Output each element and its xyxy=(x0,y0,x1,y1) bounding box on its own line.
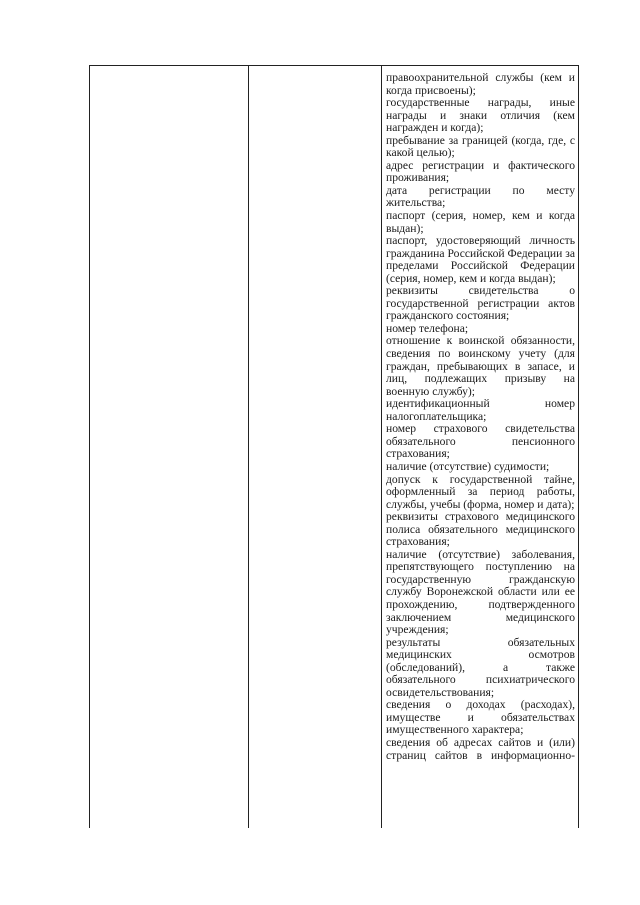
table-column-3 xyxy=(382,66,578,828)
list-item: пребывание за границей (когда, где, с какой целью); xyxy=(386,133,575,160)
list-item: наличие (отсутствие) заболевания, препятствующего поступлению на государственную гражданскую службу Воронежской области или ее прохождению, подтвержденного заключением медицинского учреждения; xyxy=(386,547,575,637)
list-item: отношение к воинской обязанности, сведения по воинскому учету (для граждан, пребывающих в запасе, и лиц, подлежащих призыву на военную службу); xyxy=(386,334,575,398)
list-item: номер страхового свидетельства обязательного пенсионного страхования; xyxy=(386,422,575,461)
list-item: номер телефона; xyxy=(386,321,469,335)
list-item: результаты обязательных медицинских осмотров (обследований), а также обязательного психиатрического освидетельствования; xyxy=(386,635,575,699)
list-item: государственные награды, иные награды и знаки отличия (кем награжден и когда); xyxy=(386,96,575,135)
list-item: сведения о доходах (расходах), имуществе и обязательствах имущественного характера; xyxy=(386,698,575,737)
table-column-1 xyxy=(90,66,249,828)
list-item: паспорт, удостоверяющий личность гражданина Российской Федерации за пределами Российской Федерации (серия, номер, кем и когда выдан); xyxy=(386,234,575,285)
list-item: реквизиты свидетельства о государственной регистрации актов гражданского состояния; xyxy=(386,284,575,323)
list-item: допуск к государственной тайне, оформленный за период работы, службы, учебы (форма, номер и дата); xyxy=(386,472,575,511)
list-item: реквизиты страхового медицинского полиса обязательного медицинского страхования; xyxy=(386,510,575,549)
list-item: дата регистрации по месту жительства; xyxy=(386,183,575,210)
table-column-2 xyxy=(249,66,382,828)
list-item: адрес регистрации и фактического проживания; xyxy=(386,158,575,185)
list-item: наличие (отсутствие) судимости; xyxy=(386,459,550,473)
list-item: идентификационный номер налогоплательщика; xyxy=(386,397,575,423)
list-item: сведения об адресах сайтов и (или) страниц сайтов в информационно- xyxy=(386,735,575,762)
list-item: паспорт (серия, номер, кем и когда выдан); xyxy=(386,209,575,235)
data-table xyxy=(89,65,579,828)
list-item: правоохранительной службы (кем и когда присвоены); xyxy=(386,71,575,97)
